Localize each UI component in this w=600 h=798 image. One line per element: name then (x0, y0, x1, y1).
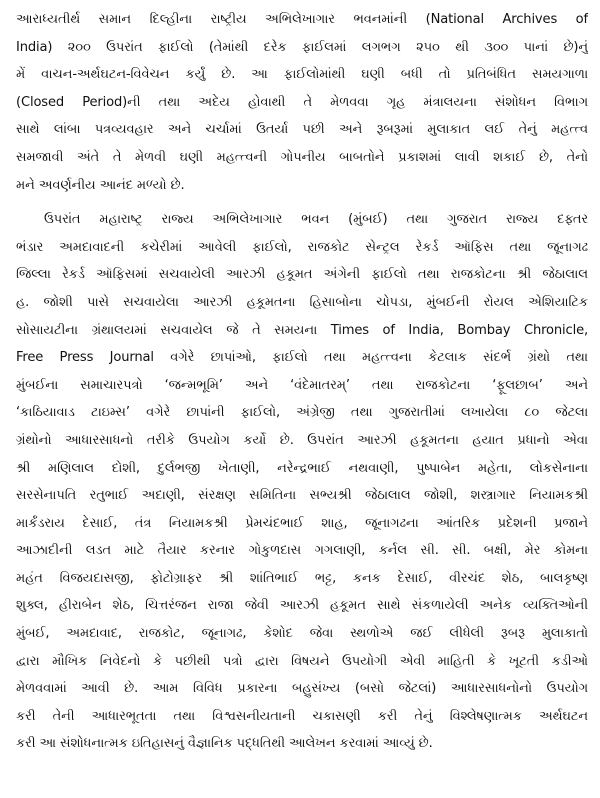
text-line: મુંબઈ, અમદાવાદ, રાજકોટ, જૂનાગઢ, કેશોદ જેવા સ્થળોએ જઈ લીધેલી રૂબરૂ મુલાકાતો (16, 626, 588, 642)
text-line: સમજાવી અંતે તે મેળવી ઘણી મહત્ત્વની ગોપનીય બાબતોને પ્રકાશમાં લાવી શકાઈ છે, તેનો (16, 149, 588, 165)
text-line: દ્વારા મૌખિક નિવેદનો કે પછીથી પત્રો દ્વારા વિષયને ઉપયોગી એવી માહિતી કે ખૂટતી કડીઓ (16, 653, 588, 669)
text-line: આઝાદીની લડત માટે તૈયાર કરનાર ગોકુળદાસ ગગલાણી, કર્નલ સી. સી. બક્ષી, મેર કોમના (16, 543, 588, 559)
text-line: આરાધ્યતીર્થ સમાન દિલ્હીના રાષ્ટ્રીય અભિલેખાગાર ભવનમાંની (National Archives of (16, 12, 588, 27)
text-line: India) ૨૦૦ ઉપરાંત ફાઈલો (તેમાંથી દરેક ફાઈલમાં લગભગ ૨૫૦ થી ૩૦૦ પાનાં છે)નું (16, 39, 588, 55)
paragraph-1 (16, 6, 588, 199)
text-line: શુક્લ, હીરાબેન શેઠ, ચિત્તરંજન રાજા જેવી આરઝી હકૂમત સાથે સંકળાયેલી અનેક વ્યક્તિઓની (16, 598, 588, 614)
text-line: સરસેનાપતિ રતુભાઈ અદાણી, સંરક્ષણ સમિતિના સભ્યશ્રી જેઠાલાલ જોશી, શસ્ત્રાગાર નિયામકશ્રી (16, 488, 588, 504)
text-line: મેળવવામાં આવી છે. આમ વિવિધ પ્રકારના બહુસંખ્ય (બસો જેટલાં) આધારસાધનોનો ઉપયોગ (16, 681, 588, 697)
text-line: કરી તેની આધારભૂતતા તથા વિશ્વસનીયતાની ચકાસણી કરી તેનું વિશ્લેષણાત્મક અર્થઘટન (16, 708, 588, 724)
text-line: ગ્રંથોનો આધારસાધનો તરીકે ઉપયોગ કર્યો છે. ઉપરાંત આરઝી હકૂમતના હયાત પ્રધાનો એવા (16, 432, 588, 448)
text-line: ઉપરાંત મહારાષ્ટ્ર રાજ્ય અભિલેખાગાર ભવન (મુંબઈ) તથા ગુજરાત રાજ્ય દફ્તર (44, 212, 588, 228)
text-line: માર્કંડરાય દેસાઈ, તંત્ર નિયામકશ્રી પ્રેમચંદભાઈ શાહ, જૂનાગઢના આંતરિક પ્રદેશની પ્રજાને (16, 515, 588, 531)
text-line: સાથે લાંબા પત્રવ્યવહાર અને ચર્ચામાં ઉતર્યા પછી અને રૂબરૂમાં મુલાકાત લઈ તેનું મહત્ત્વ (16, 122, 588, 138)
text-line: હ. જોશી પાસે સચવાયેલા આરઝી હકૂમતના હિસાબોના ચોપડા, મુંબઈની રોયલ એશિયાટિક (16, 294, 588, 310)
paragraph-spacer (16, 199, 588, 206)
paragraph-2 (16, 206, 588, 758)
text-line: (Closed Period)ની તથા અદેય હોવાથી તે મેળવવા ગૃહ મંત્રાલયના સંશોધન વિભાગ (16, 94, 588, 110)
text-line: ભંડાર અમદાવાદની કચેરીમાં આવેલી ફાઈલો, રાજકોટ સેન્ટ્રલ રેકર્ડ ઑફિસ તથા જૂનાગઢ (16, 239, 588, 255)
text-line: જિલ્લા રેકર્ડ ઑફિસમાં સચવાયેલી આરઝી હકૂમત અંગેની ફાઈલો તથા રાજકોટના શ્રી જેઠાલાલ (16, 267, 588, 283)
text-line: મેં વાચન-અર્થઘટન-વિવેચન કર્યું છે. આ ફાઈલોમાંથી ઘણી બધી તો પ્રતિબંધિત સમયગાળા (16, 67, 588, 83)
text-line: કરી આ સંશોધનાત્મક ઇતિહાસનું વૈજ્ઞાનિક પદ્ધતિથી આલેખન કરવામાં આવ્યું છે. (16, 736, 433, 752)
text-line: Free Press Journal વગેરે છાપાંઓ, ફાઈલો તથા મહત્ત્વના કેટલાક સંદર્ભ ગ્રંથો તથા (16, 350, 588, 366)
text-line: સોસાયટીના ગ્રંથાલયમાં સચવાયેલ જે તે સમયના Times of India, Bombay Chronicle, (16, 322, 588, 338)
text-line: ‘કાઠિયાવાડ ટાઇમ્સ’ વગેરે છાપાંની ફાઈલો, અંગ્રેજી તથા ગુજરાતીમાં લખાયેલા ૮૦ જેટલા (16, 405, 588, 421)
text-line: મહંત વિજયદાસજી, ફોટોગ્રાફર શ્રી શાંતિભાઈ ભટ્ટ, કનક દેસાઈ, વીરચંદ શેઠ, બાલકૃષ્ણ (16, 570, 588, 586)
text-line: મુંબઈના સમાચારપત્રો ‘જન્મભૂમિ’ અને ‘વંદેમાતરમ્’ તથા રાજકોટના ‘ફૂલછાબ’ અને (16, 377, 588, 393)
text-line: શ્રી મણિલાલ દોશી, દુર્લભજી ખેતાણી, નરેન્દ્રભાઈ નથવાણી, પુષ્પાબેન મહેતા, લોકસેનાના (16, 460, 588, 476)
text-line: મને અવર્ણનીય આનંદ મળ્યો છે. (16, 177, 185, 193)
